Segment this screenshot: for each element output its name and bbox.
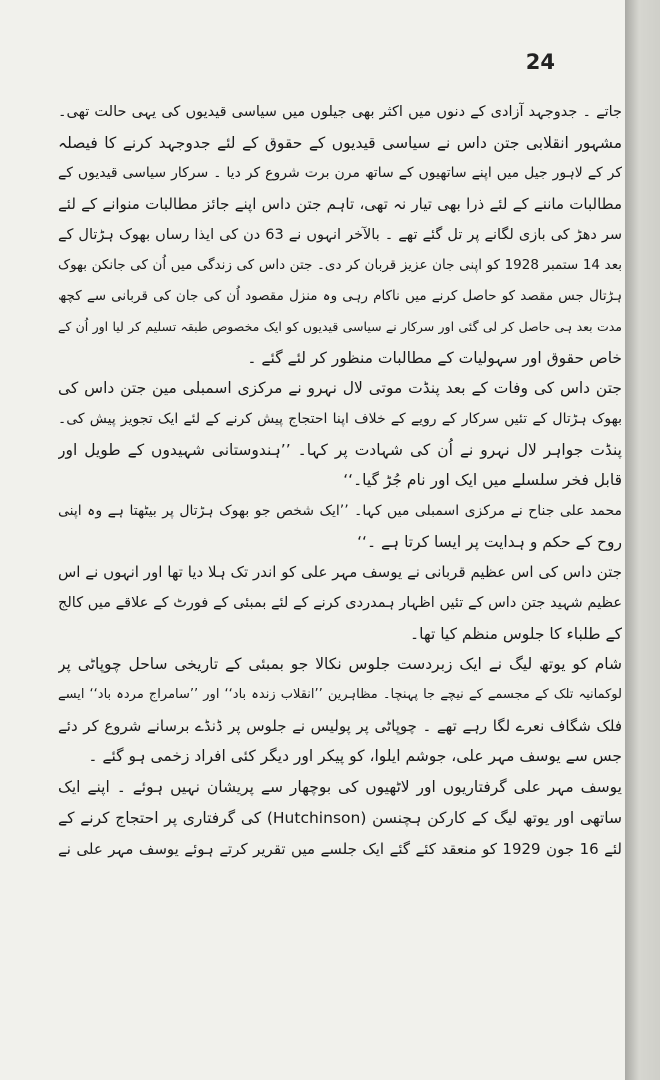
text-line: شام کو یوتھ لیگ نے ایک زبردست جلوس نکالا جو بمبئی کے تاریخی ساحل چوپاٹی پر bbox=[58, 655, 622, 674]
page-number: 24 bbox=[525, 50, 555, 74]
text-line: بعد 14 ستمبر 1928 کو اپنی جان عزیز قربان کر دی۔ جتن داس کی زندگی میں اُن کی جانکن بھوک bbox=[58, 257, 622, 274]
text-line: ساتھی اور یوتھ لیگ کے کارکن ہچنسن (Hutchinson) کی گرفتاری پر احتجاج کرنے کے bbox=[58, 808, 622, 827]
text-line: جتن داس کی وفات کے بعد پنڈت موتی لال نہرو نے مرکزی اسمبلی مین جتن داس کی bbox=[58, 379, 622, 398]
text-line: روح کے حکم و ہدایت پر ایسا کرتا ہے ۔‘‘ bbox=[357, 532, 622, 551]
text-line: جتن داس کی اس عظیم قربانی نے یوسف مہر علی کو اندر تک ہلا دیا تھا اور انہوں نے اس bbox=[58, 563, 622, 582]
text-line: پنڈت جواہر لال نہرو نے اُن کی شہادت پر کہا۔ ’’ہندوستانی شہیدوں کے طویل اور bbox=[58, 440, 622, 459]
text-line: کر کے لاہور جیل میں اپنے ساتھیوں کے ساتھ مرن برت شروع کر دیا ۔ سرکار سیاسی قیدیوں کے bbox=[58, 165, 622, 182]
text-line: جس سے یوسف مہر علی، جوشم ایلوا، کو پیکر اور دیگر کئی افراد زخمی ہو گئے ۔ bbox=[88, 747, 622, 766]
text-line: مطالبات ماننے کے لئے ذرا بھی تیار نہ تھی، تاہم جتن داس اپنے جائز مطالبات منوانے کے لئے bbox=[58, 195, 622, 214]
text-line: یوسف مہر علی گرفتاریوں اور لاٹھیوں کی بوچھار سے پریشان نہیں ہوئے ۔ اپنے ایک bbox=[58, 778, 622, 797]
text-line: کے طلباء کا جلوس منظم کیا تھا۔ bbox=[410, 624, 622, 643]
text-line: قابل فخر سلسلے میں ایک اور نام جُڑ گیا۔‘‘ bbox=[343, 471, 622, 490]
text-line: عظیم شہید جتن داس کے تئیں اظہار ہمدردی کرنے کے لئے بمبئی کے فورٹ کے علاقے میں کالج bbox=[58, 595, 622, 611]
text-line: خاص حقوق اور سہولیات کے مطالبات منظور کر لئے گئے ۔ bbox=[247, 348, 622, 367]
text-line: فلک شگاف نعرے لگا رہے تھے ۔ چوپاٹی پر پولیس نے جلوس پر ڈنڈے برسانے شروع کر دئے bbox=[58, 716, 622, 735]
text-line: ہڑتال جس مقصد کو حاصل کرنے میں ناکام رہی وہ منزل مقصود اُن کی جان کی قربانی سے کچھ bbox=[58, 288, 622, 305]
text-line: بھوک ہڑتال کے تئیں سرکار کے رویے کے خلاف اپنا احتجاج پیش کرنے کے لئے ایک تجویز پیش کی۔ bbox=[58, 410, 622, 427]
text-line: جاتے ۔ جدوجہد آزادی کے دنوں میں اکثر بھی جیلوں میں سیاسی قیدیوں کی یہی حالت تھی۔ bbox=[58, 104, 622, 120]
text-line: محمد علی جناح نے مرکزی اسمبلی میں کہا۔ ’’ایک شخص جو بھوک ہڑتال پر بیٹھتا ہے وہ اپنی bbox=[58, 502, 622, 519]
text-line: سر دھڑ کی بازی لگانے پر تل گئے تھے ۔ بالآخر انہوں نے 63 دن کی ایذا رساں بھوک ہڑتال کے bbox=[58, 226, 622, 243]
body-text bbox=[58, 97, 622, 864]
page-edge bbox=[625, 0, 660, 1080]
text-line: لئے 16 جون 1929 کو منعقد کئے گئے ایک جلسے میں تقریر کرتے ہوئے یوسف مہر علی نے bbox=[58, 839, 622, 858]
text-line: لوکمانیہ تلک کے مجسمے کے نیچے جا پہنچا۔ مظاہرین ’’انقلاب زندہ باد‘‘ اور ’’سامراج مردہ باد‘‘ ایسے bbox=[58, 687, 622, 703]
text-line: مشہور انقلابی جتن داس نے سیاسی قیدیوں کے حقوق کے لئے جدوجہد کرنے کا فیصلہ bbox=[58, 133, 622, 152]
text-line: مدت بعد ہی حاصل کر لی گئی اور سرکار نے سیاسی قیدیوں کو ایک مخصوص طبقہ تسلیم کر لیا اور اُن کے bbox=[58, 318, 622, 334]
